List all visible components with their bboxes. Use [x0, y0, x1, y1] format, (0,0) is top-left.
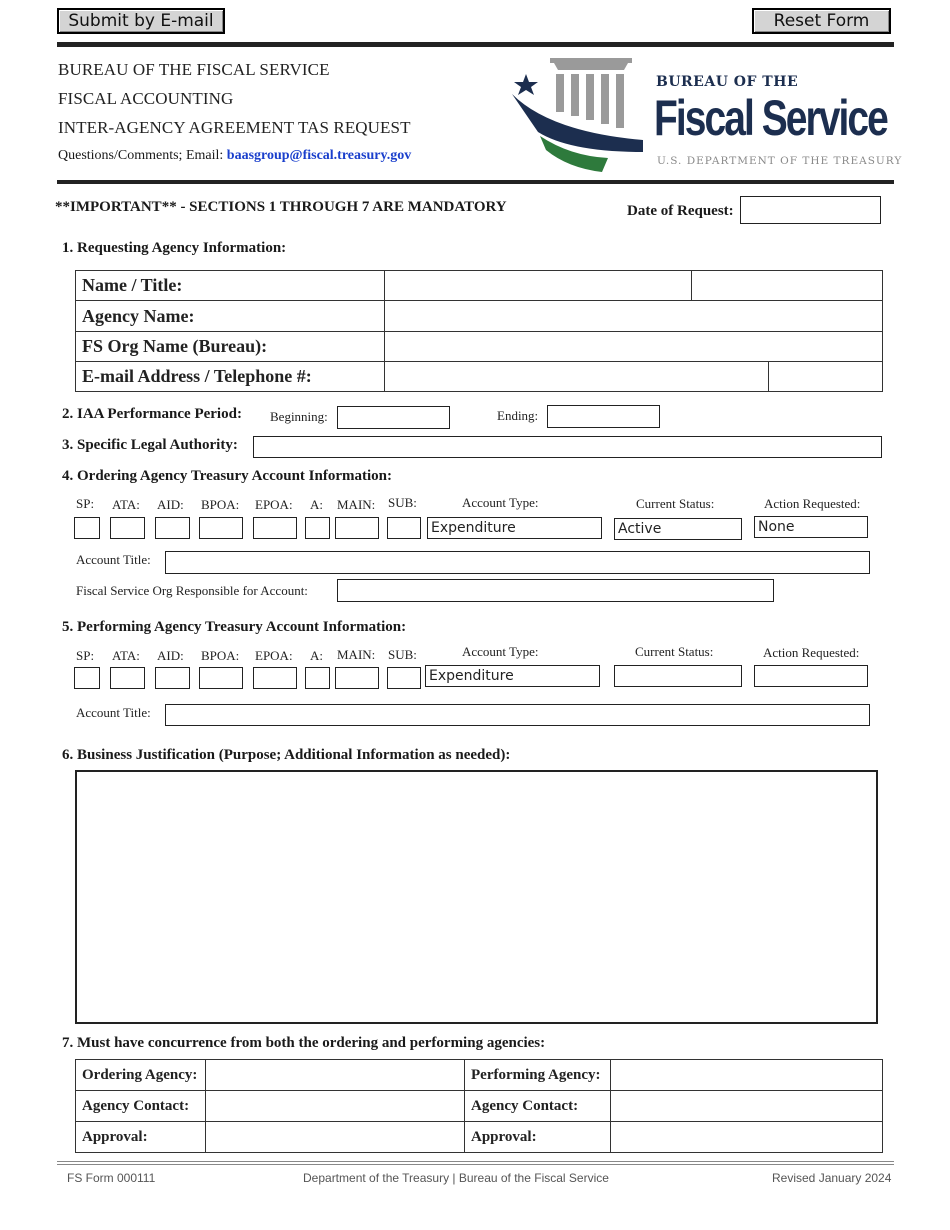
perf-sub-input[interactable] [387, 667, 421, 689]
footer-rule-1 [57, 1161, 894, 1162]
section6-title: 6. Business Justification (Purpose; Additional Information as needed): [62, 747, 511, 763]
email-telephone-cell [385, 362, 883, 392]
requesting-agency-table [75, 270, 883, 392]
action-requested-select[interactable]: None [754, 516, 868, 538]
title-input[interactable] [692, 271, 883, 301]
ordering-account-title-label: Account Title: [76, 552, 151, 567]
perf-aid-label: AID: [157, 648, 184, 663]
ordering-contact-label: Agency Contact: [76, 1091, 206, 1122]
perf-epoa-label: EPOA: [255, 648, 293, 663]
performing-agency-input[interactable] [611, 1060, 883, 1091]
current-status-select[interactable]: Active [614, 518, 742, 540]
treasury-building-icon [510, 52, 645, 176]
fs-org-name-label: FS Org Name (Bureau): [76, 332, 385, 362]
perf-main-input[interactable] [335, 667, 379, 689]
submit-by-email-button[interactable]: Submit by E-mail [57, 8, 225, 34]
perf-a-label: A: [310, 648, 323, 663]
ending-label: Ending: [497, 408, 539, 423]
sub-input[interactable] [387, 517, 421, 539]
section7-title: 7. Must have concurrence from both the ordering and performing agencies: [62, 1035, 546, 1051]
performing-contact-label: Agency Contact: [465, 1091, 611, 1122]
fs-org-name-input[interactable] [385, 332, 883, 362]
section2-title: 2. IAA Performance Period: [62, 406, 242, 422]
beginning-date-input[interactable] [337, 406, 450, 429]
ending-date-input[interactable] [547, 405, 660, 428]
ordering-approval-label: Approval: [76, 1122, 206, 1153]
telephone-input[interactable] [769, 362, 882, 391]
agency-name-input[interactable] [385, 301, 883, 332]
perf-sp-label: SP: [76, 648, 95, 663]
section3-title: 3. Specific Legal Authority: [62, 437, 238, 453]
performing-approval-input[interactable] [611, 1122, 883, 1153]
date-of-request-label: Date of Request: [627, 203, 734, 219]
important-notice: **IMPORTANT** - SECTIONS 1 THROUGH 7 ARE MANDATORY [55, 199, 507, 215]
footer-department: Department of the Treasury | Bureau of the Fiscal Service [303, 1171, 609, 1185]
header-fiscal-accounting: FISCAL ACCOUNTING [58, 89, 234, 108]
aid-input[interactable] [155, 517, 190, 539]
perf-account-title-label: Account Title: [76, 705, 151, 720]
action-requested-label: Action Requested: [764, 496, 861, 511]
section1-title: 1. Requesting Agency Information: [62, 240, 287, 256]
reset-form-button[interactable]: Reset Form [752, 8, 891, 34]
performing-contact-input[interactable] [611, 1091, 883, 1122]
perf-account-type-label: Account Type: [462, 644, 539, 659]
sub-label: SUB: [388, 495, 417, 510]
logo-top-text: BUREAU OF THE [656, 74, 799, 90]
ata-input[interactable] [110, 517, 145, 539]
sp-label: SP: [76, 496, 95, 511]
perf-epoa-input[interactable] [253, 667, 297, 689]
perf-a-input[interactable] [305, 667, 330, 689]
footer-form-number: FS Form 000111 [67, 1171, 156, 1185]
ordering-agency-label: Ordering Agency: [76, 1060, 206, 1091]
performing-approval-label: Approval: [465, 1122, 611, 1153]
perf-ata-label: ATA: [112, 648, 140, 663]
header-form-title: INTER-AGENCY AGREEMENT TAS REQUEST [58, 118, 411, 137]
epoa-label: EPOA: [255, 497, 293, 512]
header-divider [57, 180, 894, 184]
perf-main-label: MAIN: [337, 647, 376, 662]
contact-email-link[interactable]: baasgroup@fiscal.treasury.gov [226, 148, 412, 163]
aid-label: AID: [157, 497, 184, 512]
top-divider [57, 42, 894, 47]
fs-org-responsible-label: Fiscal Service Org Responsible for Account: [76, 583, 308, 598]
ordering-account-title-input[interactable] [165, 551, 870, 574]
a-label: A: [310, 497, 323, 512]
epoa-input[interactable] [253, 517, 297, 539]
perf-action-requested-select[interactable] [754, 665, 868, 687]
ata-label: ATA: [112, 497, 140, 512]
main-input[interactable] [335, 517, 379, 539]
concurrence-table [75, 1059, 883, 1153]
logo-sub-text: U.S. DEPARTMENT OF THE TREASURY [657, 155, 903, 167]
logo-main-text: Fiscal Service [654, 90, 887, 146]
account-type-select[interactable]: Expenditure [427, 517, 602, 539]
current-status-label: Current Status: [636, 496, 715, 511]
perf-account-type-select[interactable]: Expenditure [425, 665, 600, 687]
section4-title: 4. Ordering Agency Treasury Account Information: [62, 468, 392, 484]
header-bureau: BUREAU OF THE FISCAL SERVICE [58, 60, 330, 79]
business-justification-textarea[interactable] [75, 770, 878, 1024]
name-input[interactable] [385, 271, 692, 301]
a-input[interactable] [305, 517, 330, 539]
perf-aid-input[interactable] [155, 667, 190, 689]
perf-account-title-input[interactable] [165, 704, 870, 726]
agency-name-label: Agency Name: [76, 301, 385, 332]
contact-label: Questions/Comments; Email: [58, 148, 224, 163]
ordering-contact-input[interactable] [206, 1091, 465, 1122]
perf-action-requested-label: Action Requested: [763, 645, 860, 660]
perf-sub-label: SUB: [388, 647, 417, 662]
email-telephone-label: E-mail Address / Telephone #: [76, 362, 385, 392]
ordering-agency-input[interactable] [206, 1060, 465, 1091]
sp-input[interactable] [74, 517, 100, 539]
name-title-label: Name / Title: [76, 271, 385, 301]
email-input[interactable] [385, 362, 769, 391]
footer-revised: Revised January 2024 [772, 1171, 892, 1185]
perf-current-status-select[interactable] [614, 665, 742, 687]
ordering-approval-input[interactable] [206, 1122, 465, 1153]
perf-sp-input[interactable] [74, 667, 100, 689]
perf-ata-input[interactable] [110, 667, 145, 689]
perf-bpoa-input[interactable] [199, 667, 243, 689]
header-contact [58, 148, 411, 164]
perf-current-status-label: Current Status: [635, 644, 714, 659]
main-label: MAIN: [337, 497, 376, 512]
bpoa-input[interactable] [199, 517, 243, 539]
date-of-request-input[interactable] [740, 196, 881, 224]
legal-authority-input[interactable] [253, 436, 882, 458]
section5-title: 5. Performing Agency Treasury Account Information: [62, 619, 407, 635]
fs-org-responsible-input[interactable] [337, 579, 774, 602]
fiscal-service-logo [510, 52, 903, 176]
bpoa-label: BPOA: [201, 497, 240, 512]
performing-agency-label: Performing Agency: [465, 1060, 611, 1091]
account-type-label: Account Type: [462, 495, 539, 510]
footer-rule-2 [57, 1164, 894, 1165]
perf-bpoa-label: BPOA: [201, 648, 240, 663]
beginning-label: Beginning: [270, 409, 328, 424]
